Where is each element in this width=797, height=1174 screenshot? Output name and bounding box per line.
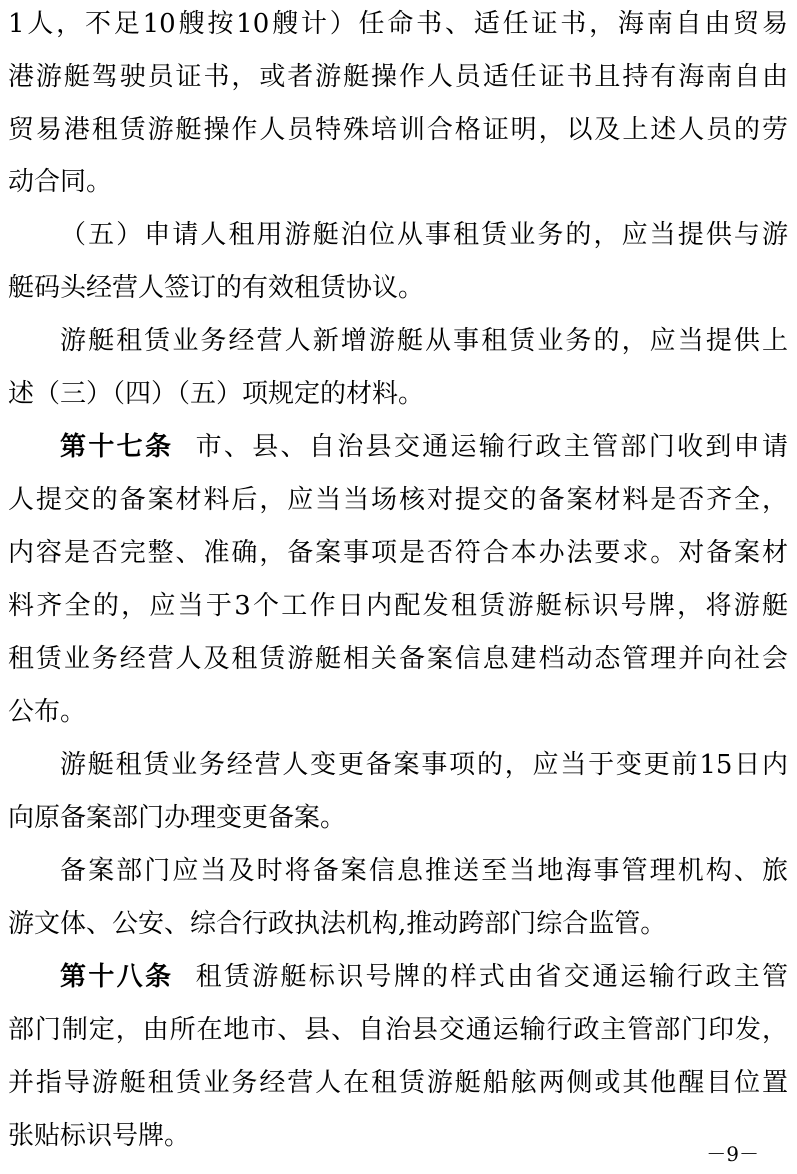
article-18-title: 第十八条 bbox=[60, 962, 174, 992]
push-info-paragraph-line-1: 备案部门应当及时将备案信息推送至当地海事管理机构、旅 bbox=[60, 856, 788, 886]
new-yacht-paragraph-line-1: 游艇租赁业务经营人新增游艇从事租赁业务的，应当提供上 bbox=[60, 326, 788, 356]
article-17-line-6: 公布。 bbox=[8, 697, 87, 727]
article-17-line-4: 料齐全的，应当于3个工作日内配发租赁游艇标识号牌，将游艇 bbox=[8, 591, 788, 621]
paragraph-5-line-2: 艇码头经营人签订的有效租赁协议。 bbox=[8, 273, 425, 303]
article-18-line-4: 张贴标识号牌。 bbox=[8, 1121, 191, 1151]
push-info-paragraph-line-2: 游文体、公安、综合行政执法机构,推动跨部门综合监管。 bbox=[8, 909, 667, 939]
change-paragraph-line-2: 向原备案部门办理变更备案。 bbox=[8, 803, 347, 833]
article-17-heading-line bbox=[60, 425, 788, 469]
body-line-3: 贸易港租赁游艇操作人员特殊培训合格证明，以及上述人员的劳 bbox=[8, 115, 788, 145]
body-line-4: 动合同。 bbox=[8, 167, 113, 197]
body-line-2: 港游艇驾驶员证书，或者游艇操作人员适任证书且持有海南自由 bbox=[8, 62, 788, 92]
article-17-line-3: 内容是否完整、准确，备案事项是否符合本办法要求。对备案材 bbox=[8, 538, 788, 568]
paragraph-5-line-1: （五）申请人租用游艇泊位从事租赁业务的，应当提供与游 bbox=[60, 220, 788, 250]
article-17-line-2: 人提交的备案材料后，应当当场核对提交的备案材料是否齐全， bbox=[8, 485, 788, 515]
body-line-1: 1人，不足10艘按10艘计）任命书、适任证书，海南自由贸易 bbox=[8, 9, 788, 39]
article-17-title: 第十七条 bbox=[60, 432, 174, 462]
change-paragraph-line-1: 游艇租赁业务经营人变更备案事项的，应当于变更前15日内 bbox=[60, 750, 788, 780]
article-18-line-2: 部门制定，由所在地市、县、自治县交通运输行政主管部门印发， bbox=[8, 1015, 788, 1045]
page-number: －9－ bbox=[706, 1142, 759, 1166]
article-18-line-3: 并指导游艇租赁业务经营人在租赁游艇船舷两侧或其他醒目位置 bbox=[8, 1068, 788, 1098]
article-18-text: 租赁游艇标识号牌的样式由省交通运输行政主管 bbox=[193, 962, 788, 992]
new-yacht-paragraph-line-2: 述（三）（四）（五）项规定的材料。 bbox=[8, 379, 425, 409]
article-18-heading-line bbox=[60, 955, 788, 999]
article-17-line-5: 租赁业务经营人及租赁游艇相关备案信息建档动态管理并向社会 bbox=[8, 644, 788, 674]
article-17-text: 市、县、自治县交通运输行政主管部门收到申请 bbox=[193, 432, 788, 462]
